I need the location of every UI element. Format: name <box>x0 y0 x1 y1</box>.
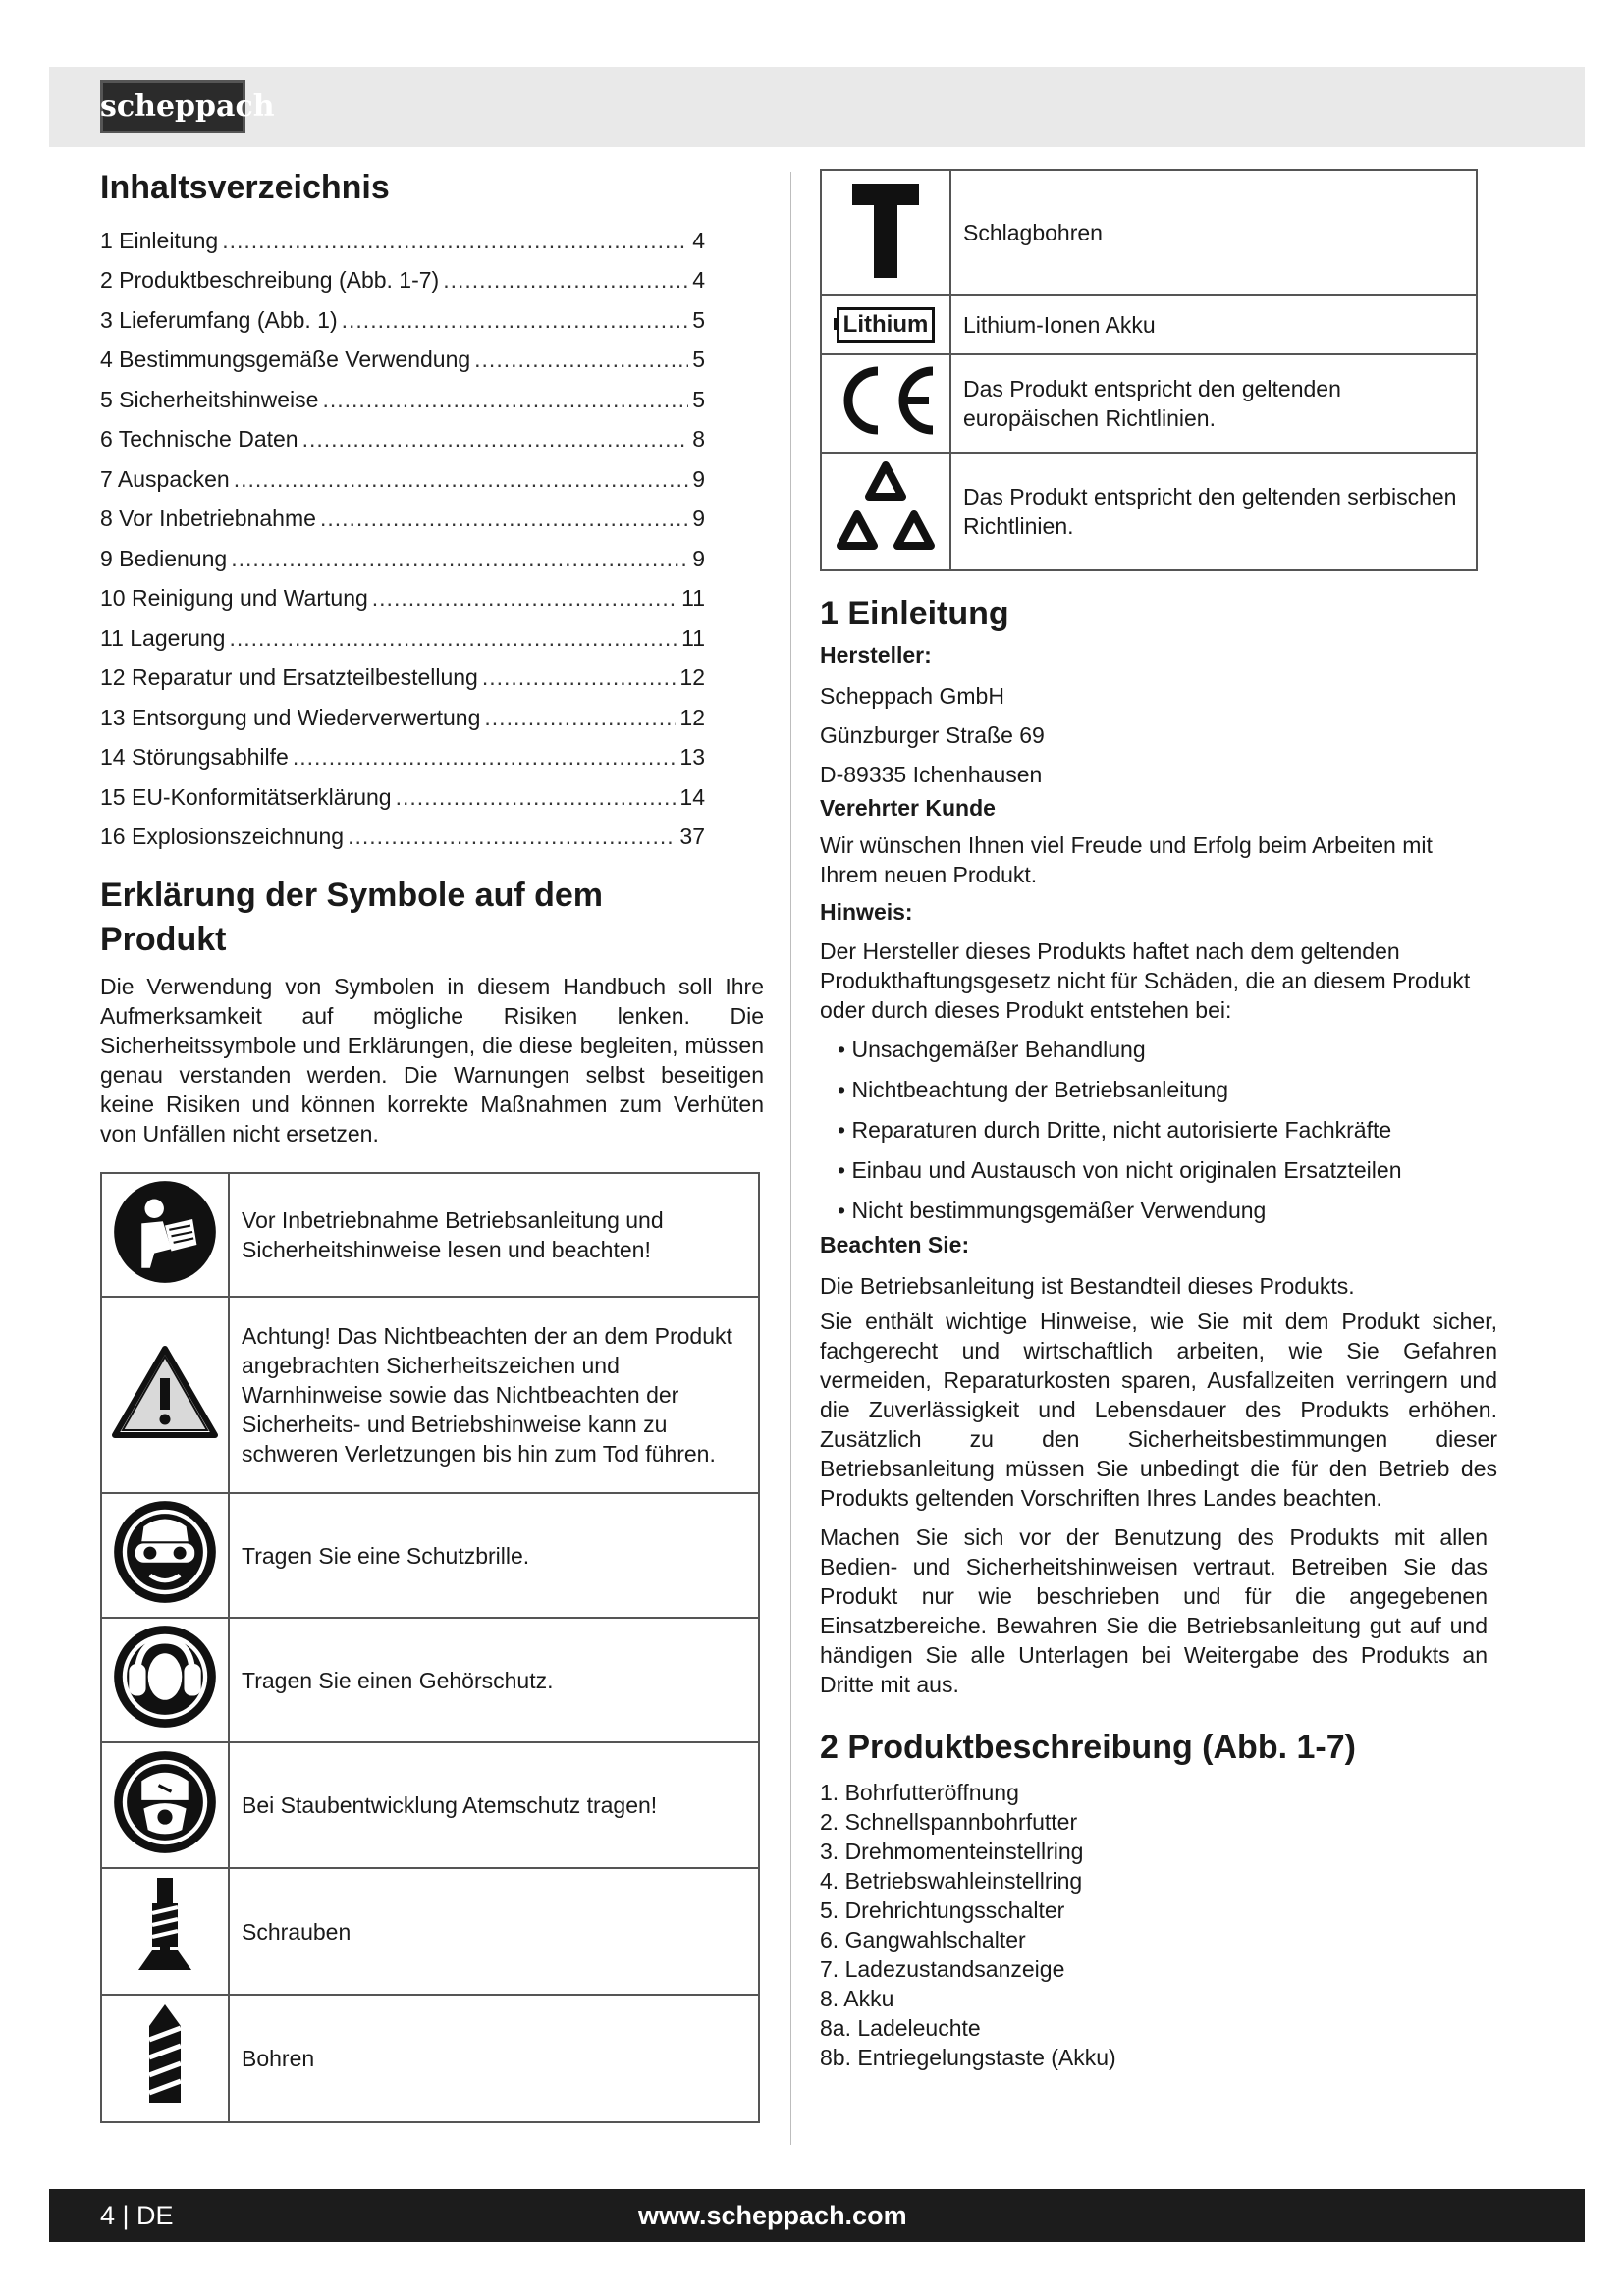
list-item: • Einbau und Austausch von nicht originalen Ersatzteilen <box>820 1155 1468 1185</box>
toc-entry[interactable] <box>100 334 705 374</box>
toc-leader-dots <box>348 823 676 850</box>
paragraph: Machen Sie sich vor der Benutzung des Produkts mit allen Bedien- und Sicherheitshinweisen vertraut. Betreiben Sie das Produkt nur wie beschrieben und für die angegebenen Einsatzbereiche. Bewahren Sie die Betriebsanleitung gut auf und händigen Sie alle Unterlagen bei Weitergabe des Produkts an Dritte mit aus. <box>820 1524 1488 1697</box>
column-divider <box>790 172 791 2145</box>
scheppach-logo: scheppach <box>100 80 245 133</box>
list-item: 6. Gangwahlschalter <box>820 1927 1026 1952</box>
paragraph: Die Betriebsanleitung ist Bestandteil dieses Produkts. <box>820 1273 1355 1299</box>
toc-leader-dots <box>234 465 688 493</box>
toc-leader-dots <box>372 584 677 612</box>
toc-entry-label: 6 Technische Daten <box>100 426 298 452</box>
toc-entry-label: 3 Lieferumfang (Abb. 1) <box>100 306 338 333</box>
left-column <box>100 167 764 2123</box>
list-item: 7. Ladezustandsanzeige <box>820 1956 1065 1982</box>
toc-entry[interactable] <box>100 811 705 851</box>
toc-entry-label: 1 Einleitung <box>100 227 219 253</box>
toc-leader-dots <box>302 425 689 453</box>
list-item: 5. Drehrichtungsschalter <box>820 1897 1065 1923</box>
toc-entry[interactable] <box>100 453 705 493</box>
toc-entry-label: 16 Explosionszeichnung <box>100 824 345 849</box>
toc-leader-dots <box>484 704 676 731</box>
toc-entry-page: 11 <box>681 585 705 611</box>
symbol-row <box>821 170 1477 295</box>
toc-entry[interactable] <box>100 373 705 413</box>
toc-entry-page: 14 <box>679 783 705 810</box>
symbol-text: Bohren <box>229 1995 759 2122</box>
paragraph: Sie enthält wichtige Hinweise, wie Sie mit dem Produkt sicher, fachgerecht und wirtschaftlich arbeiten, wie Sie Gefahren vermeiden, Reparaturkosten sparen, Ausfallzeiten verringern und die Zuverlässigkeit und Lebensdauer des Produkts erhöhen. Zusätzlich zu den Sicherheitsbestimmungen dieser Betriebsanleitung müssen Sie unbedingt die für den Betrieb des Produkts geltenden Vorschriften Ihres Landes beachten. <box>820 1308 1497 1511</box>
serbian-conformity-icon <box>832 459 940 558</box>
toc-entry-label: 11 Lagerung <box>100 624 226 651</box>
list-item: 8b. Entriegelungstaste (Akku) <box>820 2045 1116 2070</box>
page-header <box>49 67 1585 147</box>
toc-leader-dots <box>482 664 677 691</box>
toc-entry[interactable] <box>100 214 705 254</box>
toc-entry-page: 11 <box>681 624 705 651</box>
symbols-table-left <box>100 1172 760 2123</box>
section2-title: 2 Produktbeschreibung (Abb. 1-7) <box>820 1729 1356 1766</box>
symbol-text: Bei Staubentwicklung Atemschutz tragen! <box>229 1742 759 1868</box>
address-line: Scheppach GmbH <box>820 683 1004 709</box>
lithium-icon: Lithium <box>837 307 936 343</box>
symbol-text: Das Produkt entspricht den geltenden europäischen Richtlinien. <box>950 354 1477 453</box>
page-footer <box>49 2189 1585 2242</box>
symbol-row <box>821 295 1477 354</box>
section1-title: 1 Einleitung <box>820 595 1009 632</box>
toc-entry-page: 8 <box>692 426 705 452</box>
list-item: 1. Bohrfutteröffnung <box>820 1780 1019 1805</box>
address-line: Günzburger Straße 69 <box>820 722 1045 748</box>
toc-entry-page: 37 <box>679 824 705 849</box>
toc-entry-page: 9 <box>692 545 705 571</box>
safety-goggles-icon <box>112 1499 218 1605</box>
symbol-text: Schlagbohren <box>950 170 1477 295</box>
symbol-row <box>821 453 1477 570</box>
page-number: 4 | DE <box>100 2201 174 2230</box>
toc-entry-page: 4 <box>692 227 705 253</box>
symbol-row <box>101 1868 759 1995</box>
table-of-contents <box>100 214 764 850</box>
toc-entry-label: 13 Entsorgung und Wiederverwertung <box>100 704 481 730</box>
toc-leader-dots <box>231 545 688 572</box>
toc-leader-dots <box>293 743 677 771</box>
symbol-row <box>101 1618 759 1742</box>
toc-entry[interactable] <box>100 294 705 334</box>
respirator-icon <box>112 1749 218 1855</box>
toc-leader-dots <box>222 227 688 254</box>
list-item: 8a. Ladeleuchte <box>820 2015 981 2041</box>
toc-leader-dots <box>342 306 689 334</box>
customer-label: Verehrter Kunde <box>820 795 996 821</box>
toc-entry-page: 13 <box>679 744 705 770</box>
toc-entry[interactable] <box>100 612 705 652</box>
symbol-text: Tragen Sie eine Schutzbrille. <box>229 1493 759 1618</box>
symbols-table-right <box>820 169 1478 571</box>
toc-entry[interactable] <box>100 493 705 533</box>
symbol-text: Schrauben <box>229 1868 759 1995</box>
toc-entry-label: 7 Auspacken <box>100 465 230 492</box>
toc-entry[interactable] <box>100 254 705 294</box>
hammer-drill-icon <box>846 176 925 284</box>
toc-entry-label: 15 EU-Konformitätserklärung <box>100 783 392 810</box>
note-label: Hinweis: <box>820 899 913 925</box>
list-item: 3. Drehmomenteinstellring <box>820 1839 1084 1864</box>
right-column <box>820 169 1497 2072</box>
toc-entry-page: 4 <box>692 267 705 293</box>
toc-title: Inhaltsverzeichnis <box>100 169 390 206</box>
symbol-text: Vor Inbetriebnahme Betriebsanleitung und Sicherheitshinweise lesen und beachten! <box>229 1173 759 1297</box>
symbol-row <box>101 1297 759 1493</box>
list-item: • Nichtbeachtung der Betriebsanleitung <box>820 1075 1468 1104</box>
list-item: • Reparaturen durch Dritte, nicht autorisierte Fachkräfte <box>820 1115 1468 1145</box>
address-line: D-89335 Ichenhausen <box>820 762 1043 787</box>
toc-leader-dots <box>320 505 688 532</box>
toc-leader-dots <box>229 624 677 652</box>
toc-entry[interactable] <box>100 413 705 454</box>
toc-entry[interactable] <box>100 572 705 613</box>
toc-entry-label: 9 Bedienung <box>100 545 228 571</box>
customer-text: Wir wünschen Ihnen viel Freude und Erfolg beim Arbeiten mit Ihrem neuen Produkt. <box>820 832 1433 887</box>
toc-entry-label: 5 Sicherheitshinweise <box>100 386 319 412</box>
liability-list <box>820 1035 1468 1225</box>
ear-protection-icon <box>112 1624 218 1730</box>
toc-entry[interactable] <box>100 652 705 692</box>
toc-entry-label: 4 Bestimmungsgemäße Verwendung <box>100 347 471 372</box>
toc-entry-page: 12 <box>679 704 705 730</box>
toc-entry-page: 9 <box>692 506 705 531</box>
toc-entry[interactable] <box>100 532 705 572</box>
symbols-title: Erklärung der Symbole auf dem Produkt <box>100 877 604 958</box>
toc-entry-page: 5 <box>692 347 705 372</box>
toc-entry-page: 9 <box>692 465 705 492</box>
attention-label: Beachten Sie: <box>820 1232 970 1257</box>
toc-entry-label: 10 Reinigung und Wartung <box>100 585 368 611</box>
symbol-row <box>101 1493 759 1618</box>
symbol-text: Achtung! Das Nichtbeachten der an dem Produkt angebrachten Sicherheitszeichen und Warnhinweise sowie das Nichtbeachten der Sicherheits- und Betriebshinweise kann zu schweren Verletzungen bis hin zum Tod führen. <box>229 1297 759 1493</box>
screw-bit-icon <box>131 1874 199 1982</box>
symbol-text: Tragen Sie einen Gehörschutz. <box>229 1618 759 1742</box>
read-manual-icon <box>112 1179 218 1285</box>
toc-entry[interactable] <box>100 771 705 811</box>
ce-mark-icon <box>831 361 941 440</box>
symbol-row <box>101 1173 759 1297</box>
toc-entry[interactable] <box>100 691 705 731</box>
toc-entry-label: 14 Störungsabhilfe <box>100 744 289 770</box>
drill-bit-icon <box>135 2001 194 2110</box>
toc-entry-page: 5 <box>692 386 705 412</box>
toc-entry-label: 2 Produktbeschreibung (Abb. 1-7) <box>100 267 440 293</box>
symbols-intro: Die Verwendung von Symbolen in diesem Handbuch soll Ihre Aufmerksamkeit auf mögliche Risiken lenken. Die Sicherheitssymbole und Erklärungen, die diese begleiten, müssen genau verstanden werden. Die Warnungen selbst beseitigen keine Risiken und können korrekte Maßnahmen zum Verhüten von Unfällen nicht ersetzen. <box>100 974 764 1147</box>
toc-entry-label: 8 Vor Inbetriebnahme <box>100 506 316 531</box>
symbol-row <box>101 1742 759 1868</box>
toc-entry[interactable] <box>100 731 705 772</box>
toc-entry-label: 12 Reparatur und Ersatzteilbestellung <box>100 665 478 690</box>
list-item: • Nicht bestimmungsgemäßer Verwendung <box>820 1196 1468 1225</box>
toc-leader-dots <box>474 346 688 373</box>
parts-list <box>820 1778 1497 2072</box>
toc-leader-dots <box>322 386 688 413</box>
website-link[interactable]: www.scheppach.com <box>638 2201 907 2230</box>
warning-triangle-icon <box>111 1343 219 1441</box>
symbol-row <box>101 1995 759 2122</box>
toc-entry-page: 5 <box>692 306 705 333</box>
toc-entry-page: 12 <box>679 665 705 690</box>
symbol-text: Lithium-Ionen Akku <box>950 295 1477 354</box>
list-item: 4. Betriebswahleinstellring <box>820 1868 1083 1894</box>
symbol-text: Das Produkt entspricht den geltenden serbischen Richtlinien. <box>950 453 1477 570</box>
note-text: Der Hersteller dieses Produkts haftet nach dem geltenden Produkthaftungsgesetz nicht für Schäden, die an diesem Produkt oder durch dieses Produkt entstehen bei: <box>820 938 1471 1023</box>
manufacturer-label: Hersteller: <box>820 642 932 667</box>
list-item: 2. Schnellspannbohrfutter <box>820 1809 1078 1835</box>
toc-leader-dots <box>396 783 677 811</box>
toc-leader-dots <box>443 266 688 294</box>
list-item: • Unsachgemäßer Behandlung <box>820 1035 1468 1064</box>
symbol-row <box>821 354 1477 453</box>
list-item: 8. Akku <box>820 1986 894 2011</box>
